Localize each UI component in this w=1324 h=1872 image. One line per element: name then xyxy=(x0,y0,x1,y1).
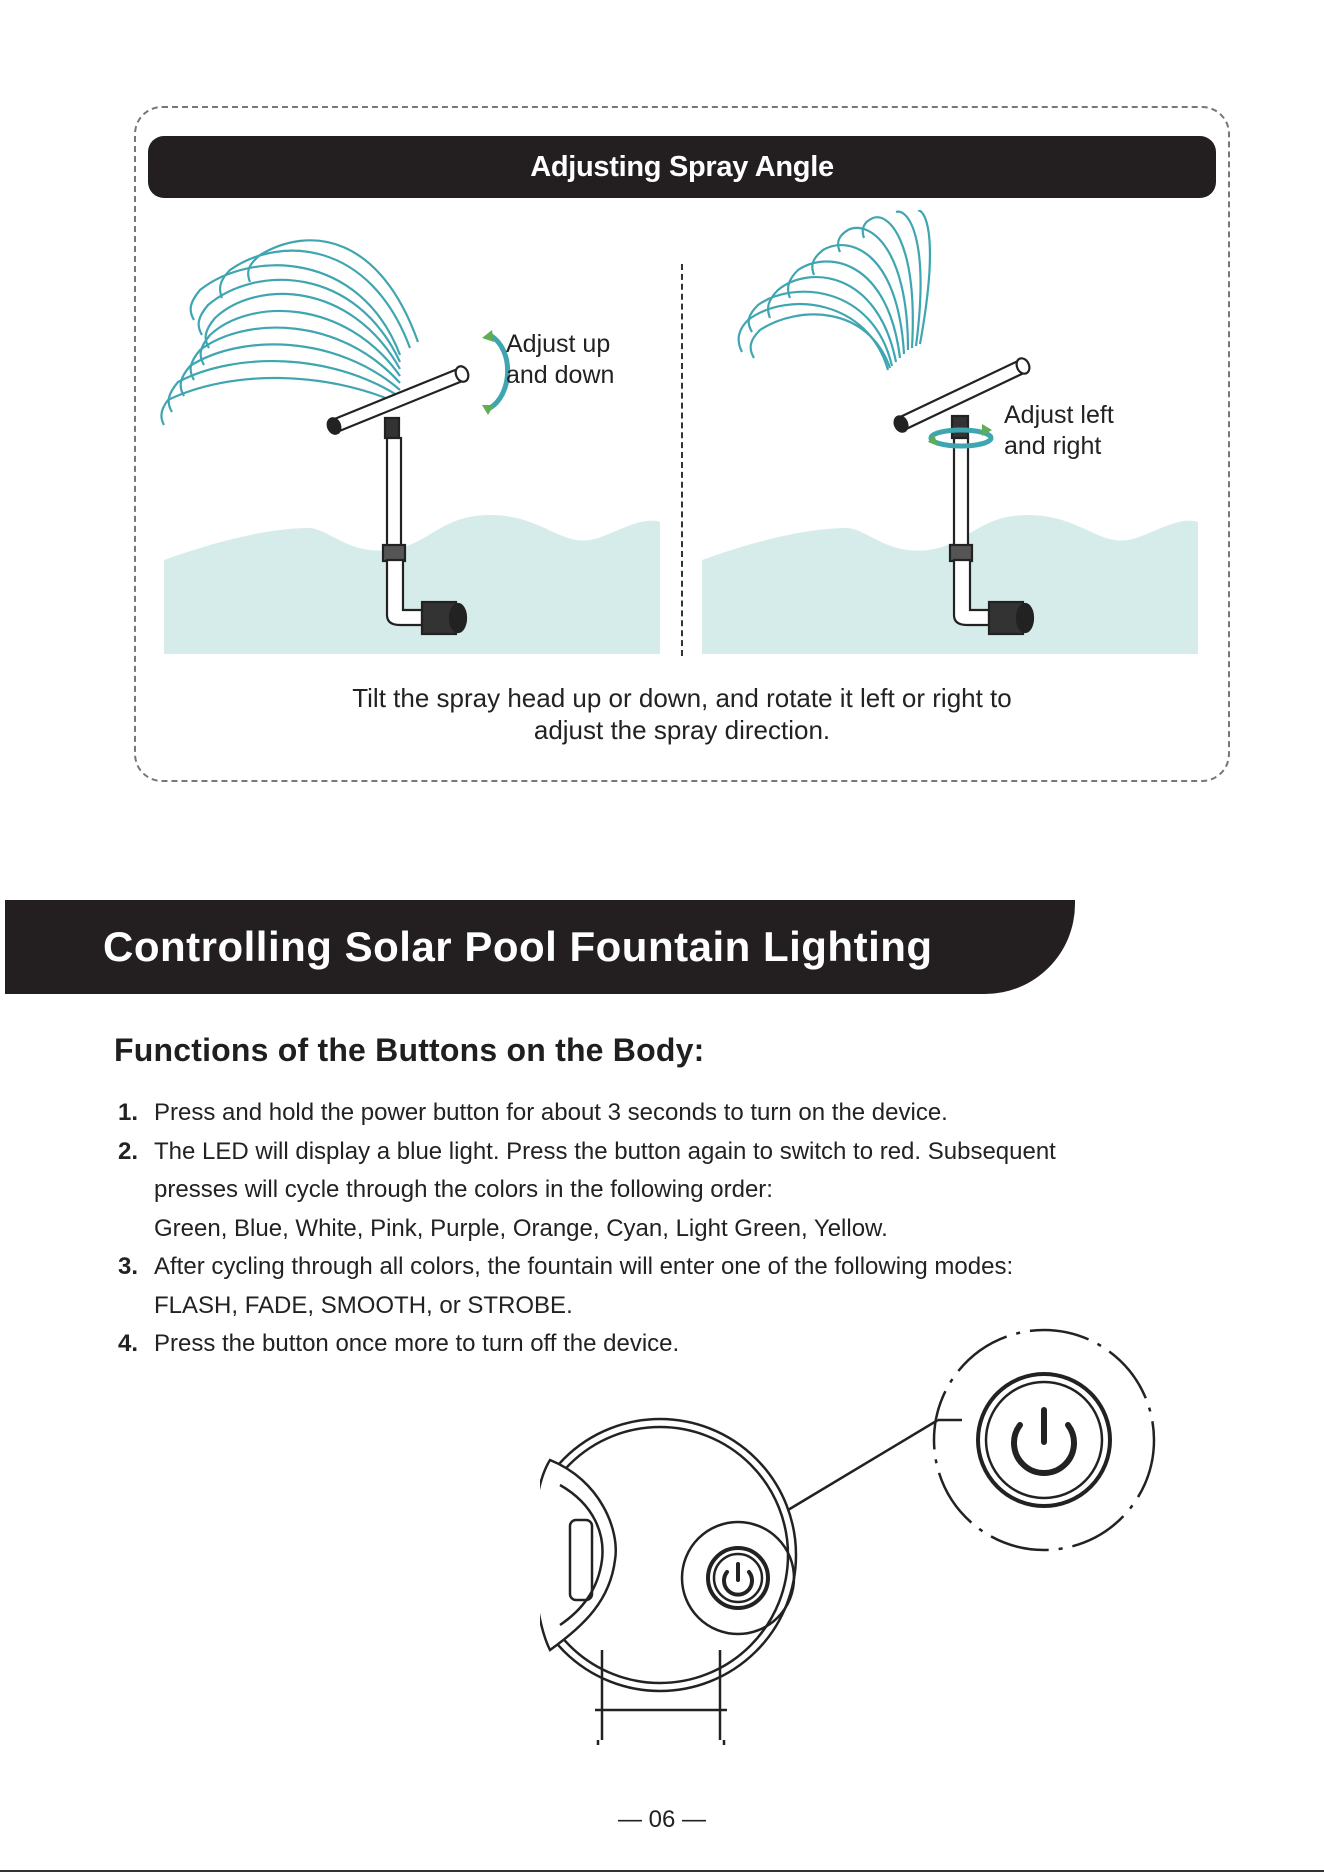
up-down-label-line2: and down xyxy=(506,361,615,389)
left-right-label xyxy=(1004,400,1114,462)
step-text: presses will cycle through the colors in the following order: xyxy=(154,1176,773,1203)
up-down-label-line1: Adjust up xyxy=(506,330,611,358)
step-number: 1. xyxy=(118,1099,139,1126)
step-text: The LED will display a blue light. Press the button again to switch to red. Subsequent xyxy=(154,1137,1056,1165)
power-icon xyxy=(1014,1410,1074,1473)
list-item xyxy=(118,1133,1148,1249)
caption-line2: adjust the spray direction. xyxy=(533,715,831,745)
list-item xyxy=(118,1094,1148,1133)
spray-angle-title: Adjusting Spray Angle xyxy=(148,136,1216,198)
step-text: After cycling through all colors, the fountain will enter one of the following modes: xyxy=(154,1253,1014,1280)
spray-left-right-illustration xyxy=(698,210,1208,660)
spray-angle-caption xyxy=(180,682,1184,746)
caption-line1: Tilt the spray head up or down, and rotate it left or right to xyxy=(352,683,1012,713)
power-icon xyxy=(724,1564,752,1595)
step-number: 4. xyxy=(118,1330,139,1357)
device-power-button-illustration xyxy=(540,1320,1160,1760)
spray-up-down-illustration xyxy=(160,210,670,660)
left-right-label-line2: and right xyxy=(1004,432,1102,460)
panel-divider xyxy=(681,264,683,656)
step-text: Press and hold the power button for about 3 seconds to turn on the device. xyxy=(154,1099,948,1126)
step-text: FLASH, FADE, SMOOTH, or STROBE. xyxy=(154,1291,573,1319)
page-number: — 06 — xyxy=(617,1806,707,1833)
step-number: 2. xyxy=(118,1137,139,1165)
buttons-subheading: Functions of the Buttons on the Body: xyxy=(114,1032,705,1068)
left-right-label-line1: Adjust left xyxy=(1004,401,1114,429)
up-down-label xyxy=(506,329,614,391)
section-title: Controlling Solar Pool Fountain Lighting xyxy=(5,900,1075,994)
step-number: 3. xyxy=(118,1253,139,1280)
list-item xyxy=(118,1248,1148,1325)
step-text: Green, Blue, White, Pink, Purple, Orange, Cyan, Light Green, Yellow. xyxy=(154,1214,888,1242)
step-text: Press the button once more to turn off the device. xyxy=(154,1330,680,1357)
